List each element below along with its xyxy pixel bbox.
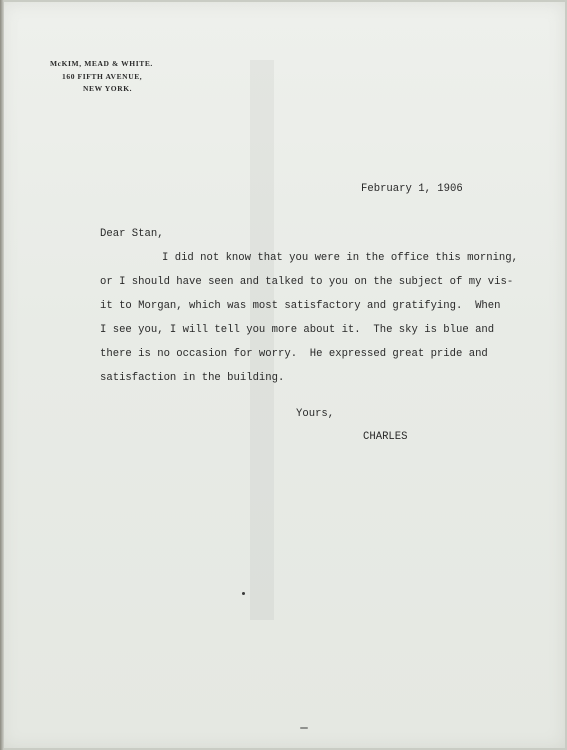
watermark-graphic <box>232 60 292 620</box>
body-line: or I should have seen and talked to you on the subject of my vis- <box>100 276 514 288</box>
body-line: I see you, I will tell you more about it. The sky is blue and <box>100 324 495 336</box>
ink-speck <box>300 727 308 729</box>
letter-date: February 1, 1906 <box>361 183 463 195</box>
body-line: it to Morgan, which was most satisfactory and gratifying. When <box>100 300 501 312</box>
page-edge <box>0 0 4 750</box>
body-line: I did not know that you were in the office this morning, <box>162 252 519 264</box>
ink-speck <box>242 592 245 595</box>
letterhead-address: 160 FIFTH AVENUE, <box>62 71 143 81</box>
body-line: satisfaction in the building. <box>100 372 285 384</box>
letter-closing: Yours, <box>296 408 335 420</box>
letterhead-firm: McKIM, MEAD & WHITE. <box>50 59 153 68</box>
letterhead-city: NEW YORK. <box>83 84 133 93</box>
letter-salutation: Dear Stan, <box>100 228 164 240</box>
body-line: there is no occasion for worry. He expressed great pride and <box>100 348 488 360</box>
letterhead <box>46 58 176 96</box>
letter-signature: CHARLES <box>363 431 408 443</box>
